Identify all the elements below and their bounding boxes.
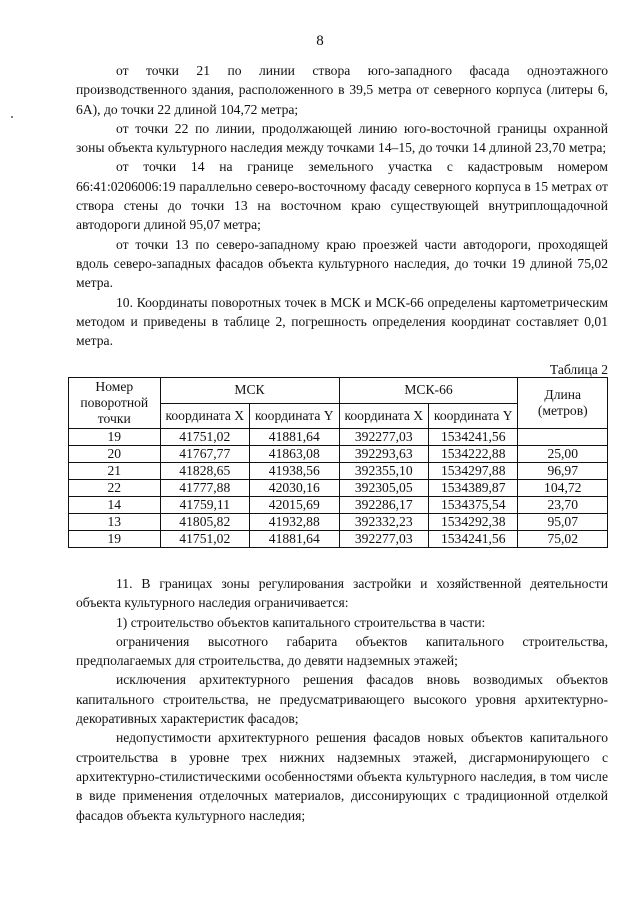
cell-msk66-x: 392293,63 bbox=[339, 446, 428, 463]
paragraph-point-13: от точки 13 по северо-западному краю проезжей части автодороги, проходящей вдоль северо-западных фасадов объекта культурного наследия, до точки 19 длиной 75,02 метра. bbox=[76, 236, 608, 291]
scan-speck bbox=[11, 116, 13, 118]
cell-msk66-y: 1534241,56 bbox=[429, 429, 518, 446]
paragraph-point-22: от точки 22 по линии, продолжающей линию юго-восточной границы охранной зоны объекта культурного наследия между точками 14–15, до точки 14 длиной 23,70 метра; bbox=[76, 120, 608, 156]
text-block-top bbox=[76, 61, 608, 350]
paragraph-facade-exclusion: исключения архитектурного решения фасадов вновь возводимых объектов капитального строительства, не предусматривающего высокого уровня архитектурно-декоративных характеристик фасадов; bbox=[76, 672, 608, 727]
cell-msk66-x: 392305,05 bbox=[339, 480, 428, 497]
table-row bbox=[69, 429, 608, 446]
cell-msk66-y: 1534389,87 bbox=[429, 480, 518, 497]
cell-length: 75,02 bbox=[518, 531, 608, 548]
page-number: 8 bbox=[316, 33, 324, 49]
cell-msk66-y: 1534375,54 bbox=[429, 497, 518, 514]
cell-msk-y: 41881,64 bbox=[250, 531, 339, 548]
cell-msk-x: 41805,82 bbox=[160, 514, 249, 531]
cell-msk-y: 41863,08 bbox=[250, 446, 339, 463]
cell-msk66-x: 392286,17 bbox=[339, 497, 428, 514]
table-row bbox=[69, 514, 608, 531]
cell-msk66-x: 392277,03 bbox=[339, 429, 428, 446]
cell-msk66-y: 1534241,56 bbox=[429, 531, 518, 548]
paragraph-subitem-1: 1) строительство объектов капитального строительства в части: bbox=[116, 614, 486, 630]
cell-point: 19 bbox=[69, 429, 161, 446]
cell-msk-x: 41759,11 bbox=[160, 497, 249, 514]
header-point: Номер поворотной точки bbox=[69, 378, 161, 429]
header-msk: МСК bbox=[160, 378, 339, 404]
header-msk66: МСК-66 bbox=[339, 378, 518, 404]
cell-length bbox=[518, 429, 608, 446]
table-row bbox=[69, 463, 608, 480]
header-length: Длина (метров) bbox=[518, 378, 608, 429]
cell-point: 20 bbox=[69, 446, 161, 463]
table-row bbox=[69, 531, 608, 548]
cell-msk66-y: 1534222,88 bbox=[429, 446, 518, 463]
header-msk-y: координата Y bbox=[250, 403, 339, 429]
cell-msk66-y: 1534297,88 bbox=[429, 463, 518, 480]
cell-point: 13 bbox=[69, 514, 161, 531]
coordinates-table bbox=[68, 377, 608, 548]
cell-point: 19 bbox=[69, 531, 161, 548]
paragraph-point-21: от точки 21 по линии створа юго-западного фасада одноэтажного производственного здания, расположенного в 39,5 метра от северного корпуса (литеры 6, 6А), до точки 22 длиной 104,72 метра; bbox=[76, 63, 608, 117]
table-row bbox=[69, 480, 608, 497]
cell-point: 14 bbox=[69, 497, 161, 514]
cell-msk-x: 41751,02 bbox=[160, 429, 249, 446]
cell-msk66-x: 392332,23 bbox=[339, 514, 428, 531]
cell-msk-y: 41932,88 bbox=[250, 514, 339, 531]
paragraph-height-limit: ограничения высотного габарита объектов капитального строительства, предполагаемых для строительства, до девяти надземных этажей; bbox=[76, 633, 608, 669]
paragraph-facade-inadmissibility: недопустимости архитектурного решения фасадов новых объектов капитального строительства в уровне трех нижних надземных этажей, дисгармонирующего с архитектурно-стилистическими особенностями объекта культурного наследия, в том числе в виде применения отделочных материалов, диссонирующих с традиционной отделкой фасадов объекта культурного наследия; bbox=[76, 730, 608, 823]
table-row bbox=[69, 446, 608, 463]
cell-point: 22 bbox=[69, 480, 161, 497]
table-body bbox=[69, 429, 608, 548]
cell-length: 25,00 bbox=[518, 446, 608, 463]
cell-length: 23,70 bbox=[518, 497, 608, 514]
paragraph-point-14: от точки 14 на границе земельного участка с кадастровым номером 66:41:0206006:19 параллельно северо-восточному фасаду северного корпуса в 15 метрах от створа стены до точки 13 на восточном краю существующей внутриплощадочной автодороги длиной 95,07 метра; bbox=[76, 159, 608, 233]
table-row bbox=[69, 497, 608, 514]
cell-length: 104,72 bbox=[518, 480, 608, 497]
cell-msk-y: 41938,56 bbox=[250, 463, 339, 480]
header-msk66-x: координата X bbox=[339, 403, 428, 429]
cell-msk-x: 41767,77 bbox=[160, 446, 249, 463]
cell-msk66-x: 392355,10 bbox=[339, 463, 428, 480]
table-caption: Таблица 2 bbox=[549, 362, 608, 377]
cell-msk-y: 41881,64 bbox=[250, 429, 339, 446]
cell-msk-x: 41777,88 bbox=[160, 480, 249, 497]
cell-point: 21 bbox=[69, 463, 161, 480]
cell-msk-y: 42030,16 bbox=[250, 480, 339, 497]
paragraph-item-11: 11. В границах зоны регулирования застройки и хозяйственной деятельности объекта культурного наследия ограничивается: bbox=[76, 576, 608, 611]
cell-msk66-x: 392277,03 bbox=[339, 531, 428, 548]
cell-msk66-y: 1534292,38 bbox=[429, 514, 518, 531]
cell-msk-x: 41828,65 bbox=[160, 463, 249, 480]
text-block-bottom bbox=[76, 574, 608, 825]
cell-length: 96,97 bbox=[518, 463, 608, 480]
header-msk66-y: координата Y bbox=[429, 403, 518, 429]
paragraph-item-10: 10. Координаты поворотных точек в МСК и МСК-66 определены картометрическим методом и приведены в таблице 2, погрешность определения координат составляет 0,01 метра. bbox=[76, 294, 608, 349]
cell-msk-x: 41751,02 bbox=[160, 531, 249, 548]
header-msk-x: координата X bbox=[160, 403, 249, 429]
cell-msk-y: 42015,69 bbox=[250, 497, 339, 514]
cell-length: 95,07 bbox=[518, 514, 608, 531]
